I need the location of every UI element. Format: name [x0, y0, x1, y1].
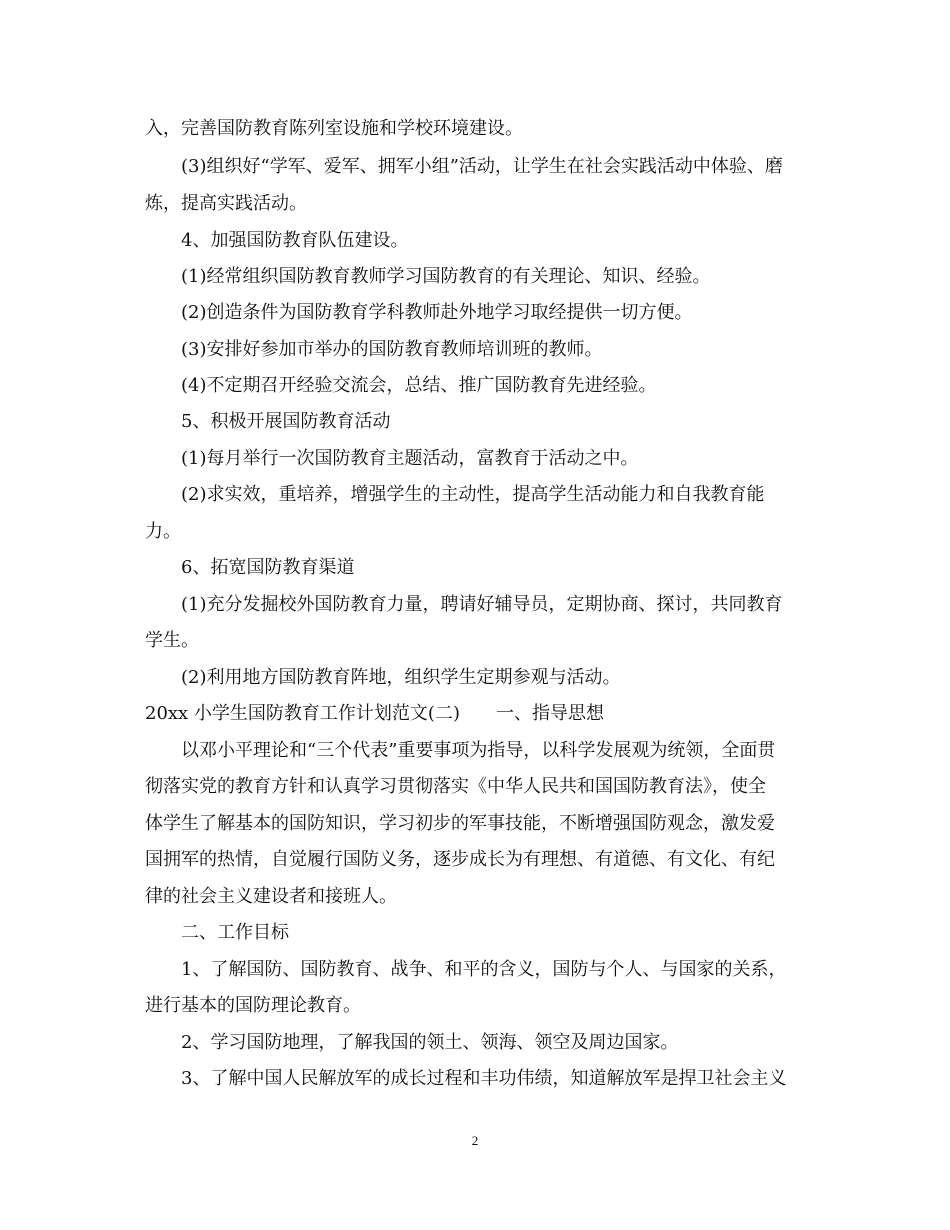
section-heading: 二、工作目标 [181, 922, 289, 943]
page-number: 2 [471, 1133, 479, 1148]
text-line: 炼，提高实践活动。 [145, 193, 307, 214]
document-title-line: 20xx 小学生国防教育工作计划范文(二) 一、指导思想 [145, 703, 604, 724]
text-line: (2)创造条件为国防教育学科教师赴外地学习取经提供一切方便。 [181, 302, 693, 323]
text-line: 2、学习国防地理，了解我国的领土、领海、领空及周边国家。 [181, 1032, 679, 1053]
text-line: 学生。 [145, 630, 199, 651]
text-line: 国拥军的热情，自觉履行国防义务，逐步成长为有理想、有道德、有文化、有纪 [145, 849, 775, 870]
text-line: 1、了解国防、国防教育、战争、和平的含义，国防与个人、与国家的关系， [181, 959, 787, 980]
text-line: (2)利用地方国防教育阵地，组织学生定期参观与活动。 [181, 667, 621, 688]
text-line: 以邓小平理论和“三个代表”重要事项为指导，以科学发展观为统领，全面贯 [181, 740, 776, 761]
text-line: (1)每月举行一次国防教育主题活动，富教育于活动之中。 [181, 448, 639, 469]
text-line: 体学生了解基本的国防知识，学习初步的军事技能，不断增强国防观念，激发爱 [145, 813, 775, 834]
section-heading: 4、加强国防教育队伍建设。 [181, 230, 409, 251]
section-heading: 6、拓宽国防教育渠道 [181, 557, 355, 578]
text-line: 彻落实党的教育方针和认真学习贯彻落实《中华人民共和国国防教育法》，使全 [145, 776, 766, 797]
text-line: (3)组织好“学军、爱军、拥军小组”活动，让学生在社会实践活动中体验、磨 [181, 156, 783, 177]
text-line: (2)求实效，重培养，增强学生的主动性，提高学生活动能力和自我教育能 [181, 484, 765, 505]
text-line: (4)不定期召开经验交流会，总结、推广国防教育先进经验。 [181, 375, 657, 396]
text-line: 力。 [145, 521, 181, 542]
text-line: 律的社会主义建设者和接班人。 [145, 886, 397, 907]
text-line: 3、了解中国人民解放军的成长过程和丰功伟绩，知道解放军是捍卫社会主义 [181, 1068, 787, 1089]
text-line: (3)安排好参加市举办的国防教育教师培训班的教师。 [181, 339, 603, 360]
text-line: 入，完善国防教育陈列室设施和学校环境建设。 [145, 118, 523, 139]
text-line: (1)充分发掘校外国防教育力量，聘请好辅导员，定期协商、探讨，共同教育 [181, 594, 783, 615]
text-line: 进行基本的国防理论教育。 [145, 995, 361, 1016]
section-heading: 5、积极开展国防教育活动 [181, 411, 391, 432]
text-line: (1)经常组织国防教育教师学习国防教育的有关理论、知识、经验。 [181, 266, 711, 287]
